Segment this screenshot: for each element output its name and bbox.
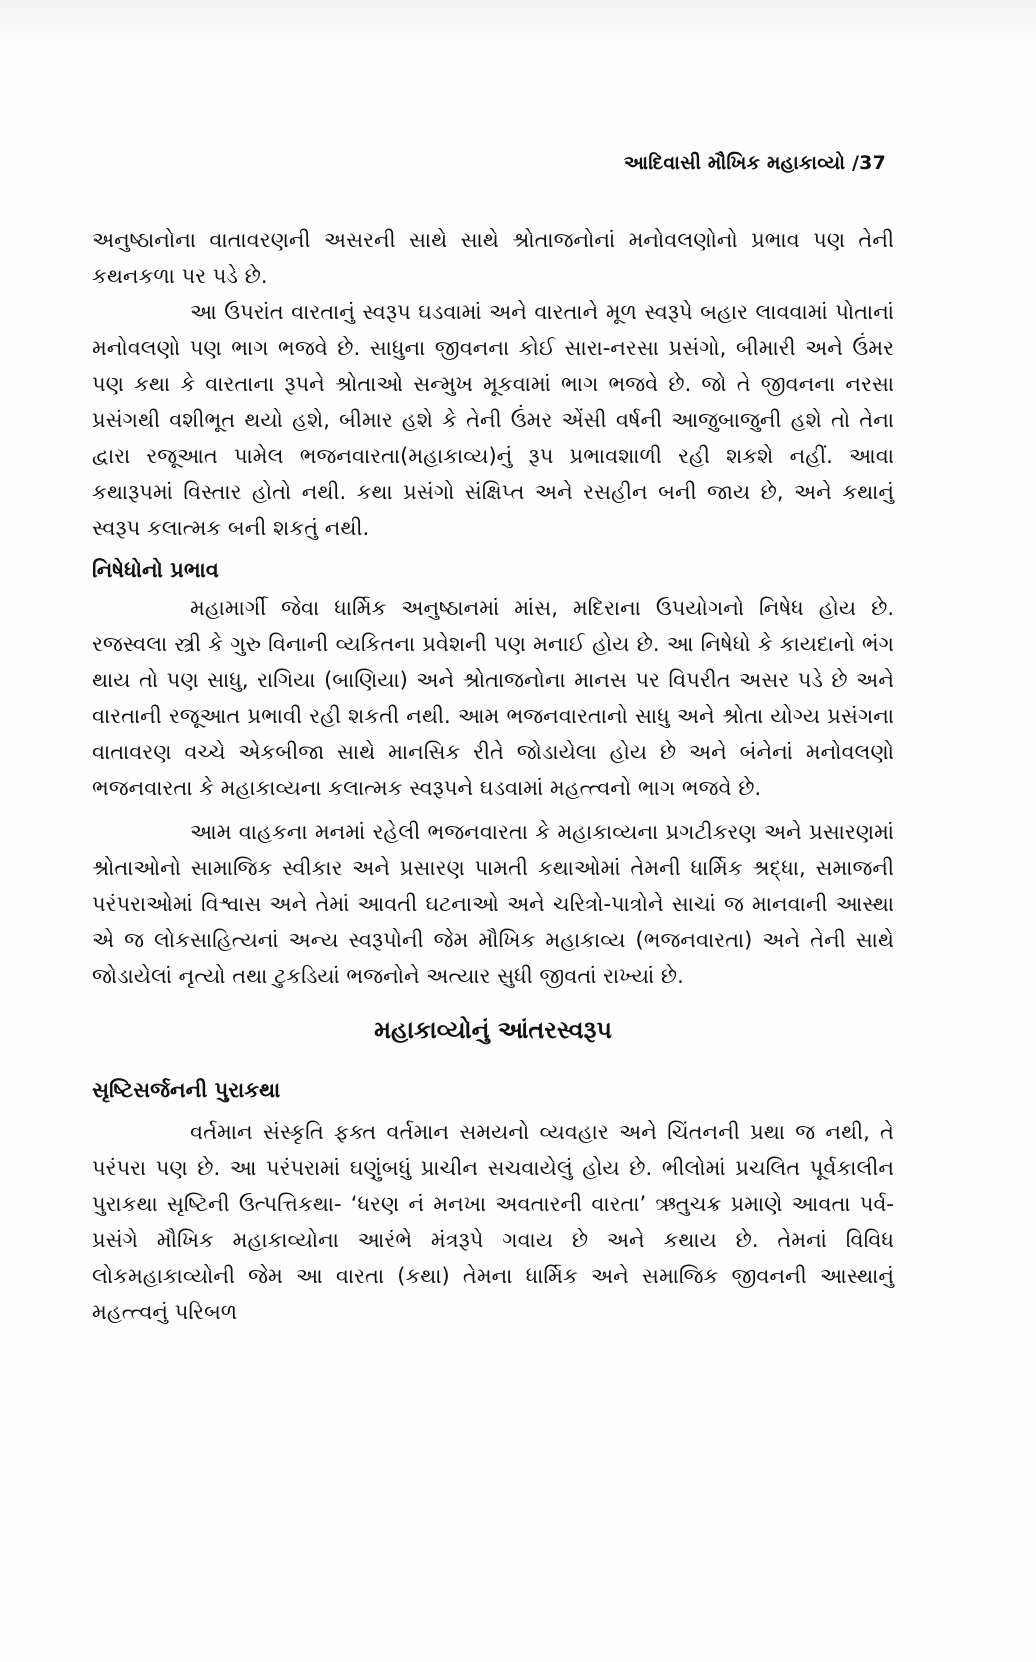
paragraph-1: અનુષ્ઠાનોના વાતાવરણની અસરની સાથે સાથે શ્રોતાજનોનાં મનોવલણોનો પ્રભાવ પણ તેની કથનકળા પર પડે છે. [92, 228, 894, 288]
page-body [92, 222, 894, 1330]
page-top-shadow [0, 0, 1036, 40]
running-header: આદિવાસી મૌખિક મહાકાવ્યો /37 [623, 152, 886, 174]
chapter-heading: મહાકાવ્યોનું આંતરસ્વરૂપ [374, 1016, 612, 1044]
section-heading-prohibitions: નિષેધોનો પ્રભાવ [92, 558, 219, 582]
paragraph-5: વર્તમાન સંસ્કૃતિ ફક્ત વર્તમાન સમયનો વ્યવહાર અને ચિંતનની પ્રથા જ નથી, તે પરંપરા પણ છે. આ પરંપરામાં ઘણુંબધું પ્રાચીન સચવાયેલું હોય છે. ભીલોમાં પ્રચલિત પૂર્વકાલીન પુરાકથા સૃષ્ટિની ઉત્પત્તિકથા- ‘ધરણ નં મનખા અવતારની વારતા’ ઋતુચક્ર પ્રમાણે આવતા પર્વ-પ્રસંગે મૌખિક મહાકાવ્યોના આરંભે મંત્રરૂપે ગવાય છે અને કથાય છે. તેમનાં વિવિધ લોકમહાકાવ્યોની જેમ આ વારતા (કથા) તેમના ધાર્મિક અને સમાજિક જીવનની આસ્થાનું મહત્ત્વનું પરિબળ [92, 1120, 894, 1324]
paragraph-gap [92, 806, 894, 814]
paragraph-4: આમ વાહકના મનમાં રહેલી ભજનવારતા કે મહાકાવ્યના પ્રગટીકરણ અને પ્રસારણમાં શ્રોતાઓનો સામાજિક સ્વીકાર અને પ્રસારણ પામતી કથાઓમાં તેમની ધાર્મિક શ્રદ્ધા, સમાજની પરંપરાઓમાં વિશ્વાસ અને તેમાં આવતી ઘટનાઓ અને ચરિત્રો-પાત્રોને સાચાં જ માનવાની આસ્થા એ જ લોકસાહિત્યનાં અન્ય સ્વરૂપોની જેમ મૌખિક મહાકાવ્ય (ભજનવારતા) અને તેની સાથે જોડાયેલાં નૃત્યો તથા ટુકડિયાં ભજનોને અત્યાર સુધી જીવતાં રાખ્યાં છે. [92, 820, 894, 988]
section-heading-creation-myth: સૃષ્ટિસર્જનની પુરાકથા [92, 1078, 281, 1102]
paragraph-3: મહામાર્ગી જેવા ધાર્મિક અનુષ્ઠાનમાં માંસ, મદિરાના ઉપયોગનો નિષેધ હોય છે. રજસ્વલા સ્ત્રી કે ગુરુ વિનાની વ્યકિતના પ્રવેશની પણ મનાઈ હોય છે. આ નિષેધો કે કાયદાનો ભંગ થાય તો પણ સાધુ, રાગિયા (બાણિયા) અને શ્રોતાજનોના માનસ પર વિપરીત અસર પડે છે અને વારતાની રજૂઆત પ્રભાવી રહી શકતી નથી. આમ ભજનવારતાનો સાધુ અને શ્રોતા યોગ્ય પ્રસંગના વાતાવરણ વચ્ચે એકબીજા સાથે માનસિક રીતે જોડાયેલા હોય છે અને બંનેનાં મનોવલણો ભજનવારતા કે મહાકાવ્યના કલાત્મક સ્વરૂપને ઘડવામાં મહત્ત્વનો ભાગ ભજવે છે. [92, 596, 894, 800]
paragraph-2: આ ઉપરાંત વારતાનું સ્વરૂપ ઘડવામાં અને વારતાને મૂળ સ્વરૂપે બહાર લાવવામાં પોતાનાં મનોવલણો પણ ભાગ ભજવે છે. સાધુના જીવનના કોઈ સારા-નરસા પ્રસંગો, બીમારી અને ઉંમર પણ કથા કે વારતાના રૂપને શ્રોતાઓ સન્મુખ મૂકવામાં ભાગ ભજવે છે. જો તે જીવનના નરસા પ્રસંગથી વશીભૂત થયો હશે, બીમાર હશે કે તેની ઉંમર એંસી વર્ષની આજુબાજુની હશે તો તેના દ્વારા રજૂઆત પામેલ ભજનવારતા(મહાકાવ્ય)નું રૂપ પ્રભાવશાળી રહી શકશે નહીં. આવા કથારૂપમાં વિસ્તાર હોતો નથી. કથા પ્રસંગો સંક્ષિપ્ત અને રસહીન બની જાય છે, અને કથાનું સ્વરૂપ કલાત્મક બની શકતું નથી. [92, 300, 895, 540]
